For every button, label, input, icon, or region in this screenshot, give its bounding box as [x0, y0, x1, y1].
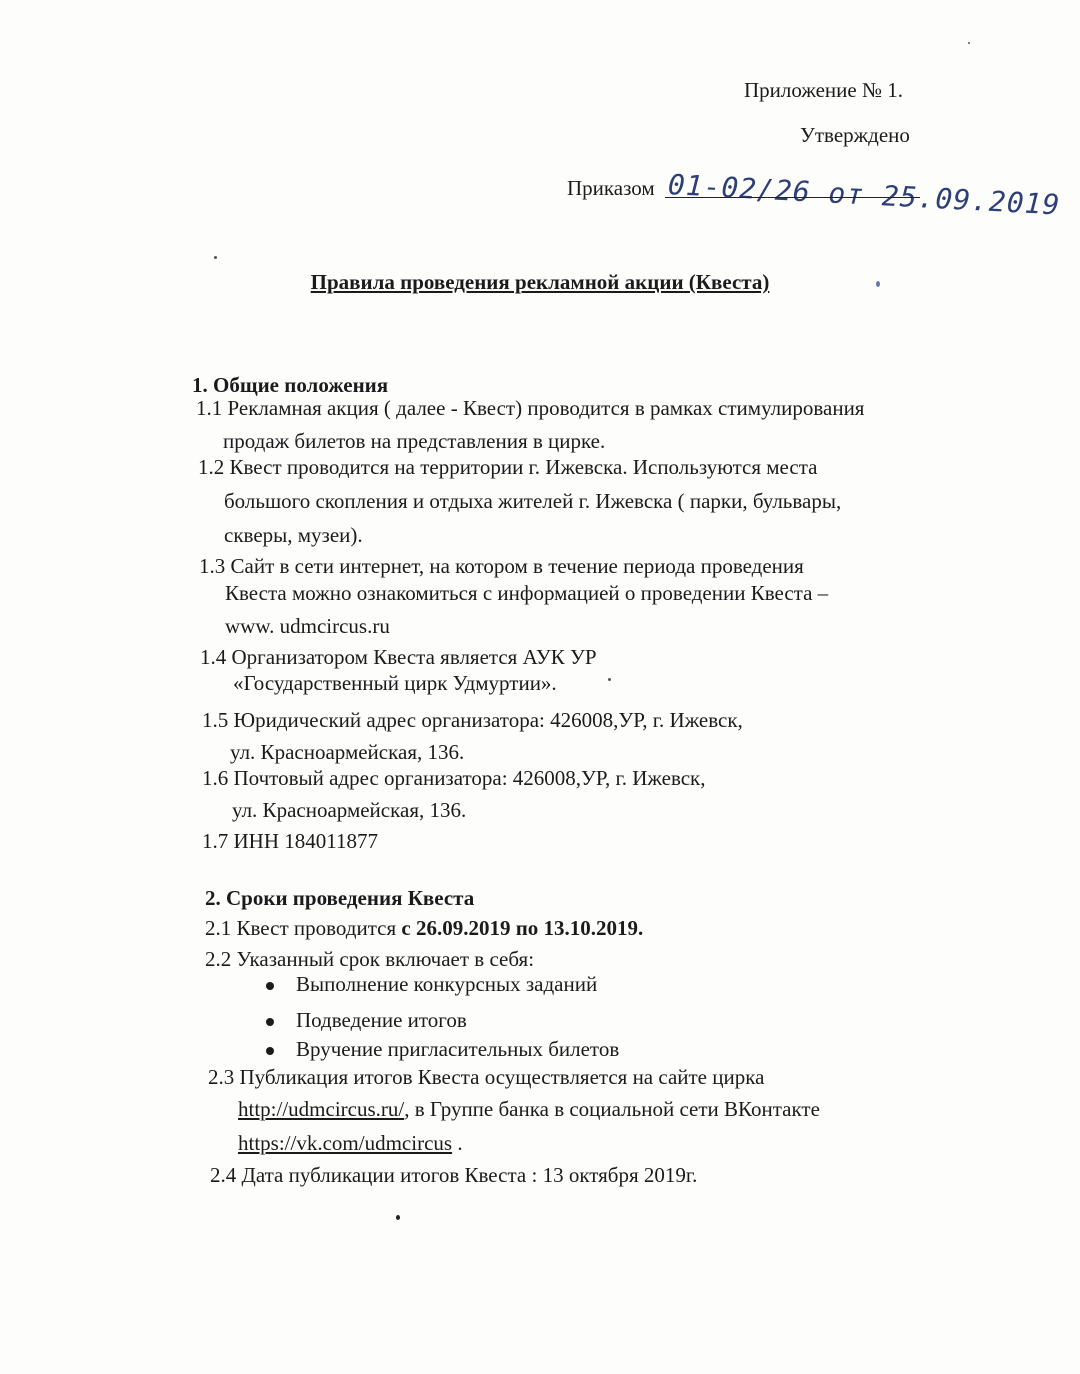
- clause-1-2-cont: большого скопления и отдыха жителей г. Ижевска ( парки, бульвары,: [224, 489, 842, 513]
- section2-heading: 2. Сроки проведения Квеста: [205, 886, 475, 910]
- bullet-dot: [266, 1018, 274, 1026]
- clause-1-5: 1.5 Юридический адрес организатора: 426008,УР, г. Ижевск,: [202, 708, 743, 732]
- clause-2-3: 2.3 Публикация итогов Квеста осуществляется на сайте цирка: [208, 1065, 765, 1089]
- bullet-text: Вручение пригласительных билетов: [296, 1037, 620, 1061]
- clause-1-1: 1.1 Рекламная акция ( далее - Квест) проводится в рамках стимулирования: [196, 396, 865, 420]
- scan-speck: [608, 678, 611, 681]
- bullet-text: Выполнение конкурсных заданий: [296, 972, 598, 996]
- clause-2-2: 2.2 Указанный срок включает в себя:: [205, 947, 535, 971]
- circus-site-link[interactable]: http://udmcircus.ru/: [238, 1097, 405, 1121]
- clause-2-1-text: 2.1 Квест проводится: [205, 916, 402, 940]
- appendix-label: Приложение № 1.: [744, 78, 903, 102]
- bullet-item: [266, 1008, 467, 1033]
- clause-1-6-cont: ул. Красноармейская, 136.: [232, 798, 467, 822]
- clause-2-4: 2.4 Дата публикации итогов Квеста : 13 октября 2019г.: [210, 1163, 698, 1187]
- scan-speck: [396, 1215, 400, 1220]
- clause-2-3-vk: [238, 1130, 463, 1156]
- clause-1-1-cont: продаж билетов на представления в цирке.: [223, 429, 606, 453]
- clause-2-1-dates: с 26.09.2019 по 13.10.2019.: [401, 916, 644, 940]
- scan-speck: [214, 256, 217, 259]
- scan-speck: [876, 281, 880, 287]
- document-title: Правила проведения рекламной акции (Квеста): [310, 270, 770, 294]
- bullet-item: [266, 972, 597, 997]
- clause-1-3-website: www. udmcircus.ru: [225, 614, 390, 638]
- bullet-dot: [266, 982, 274, 990]
- clause-2-3-vk-end: .: [452, 1131, 463, 1155]
- clause-1-2-cont2: скверы, музеи).: [224, 523, 363, 547]
- order-label: Приказом: [567, 176, 655, 200]
- bullet-item: [266, 1037, 619, 1062]
- clause-1-2: 1.2 Квест проводится на территории г. Ижевска. Используются места: [198, 455, 818, 479]
- clause-1-6: 1.6 Почтовый адрес организатора: 426008,УР, г. Ижевск,: [202, 766, 706, 790]
- approved-label: Утверждено: [800, 123, 910, 147]
- clause-1-5-cont: ул. Красноармейская, 136.: [230, 740, 465, 764]
- section1-heading: 1. Общие положения: [192, 373, 389, 397]
- scan-speck: [968, 42, 970, 44]
- clause-2-3-cont: [238, 1096, 820, 1122]
- vk-group-link[interactable]: https://vk.com/udmcircus: [238, 1131, 453, 1155]
- clause-2-3-cont-text: , в Группе банка в социальной сети ВКонтакте: [404, 1097, 820, 1121]
- clause-1-3: 1.3 Сайт в сети интернет, на котором в течение периода проведения: [199, 554, 804, 578]
- clause-1-4: 1.4 Организатором Квеста является АУК УР: [200, 645, 597, 669]
- signature-underline: [665, 197, 920, 198]
- handwritten-order-number: 01-02/26 от 25.09.2019: [667, 168, 1062, 222]
- bullet-text: Подведение итогов: [296, 1008, 467, 1032]
- clause-1-3-cont: Квеста можно ознакомиться с информацией о проведении Квеста –: [225, 581, 829, 605]
- clause-2-1: [205, 915, 643, 941]
- clause-1-7: 1.7 ИНН 184011877: [202, 829, 378, 853]
- clause-1-4-cont: «Государственный цирк Удмуртии».: [233, 671, 557, 695]
- bullet-dot: [266, 1047, 274, 1055]
